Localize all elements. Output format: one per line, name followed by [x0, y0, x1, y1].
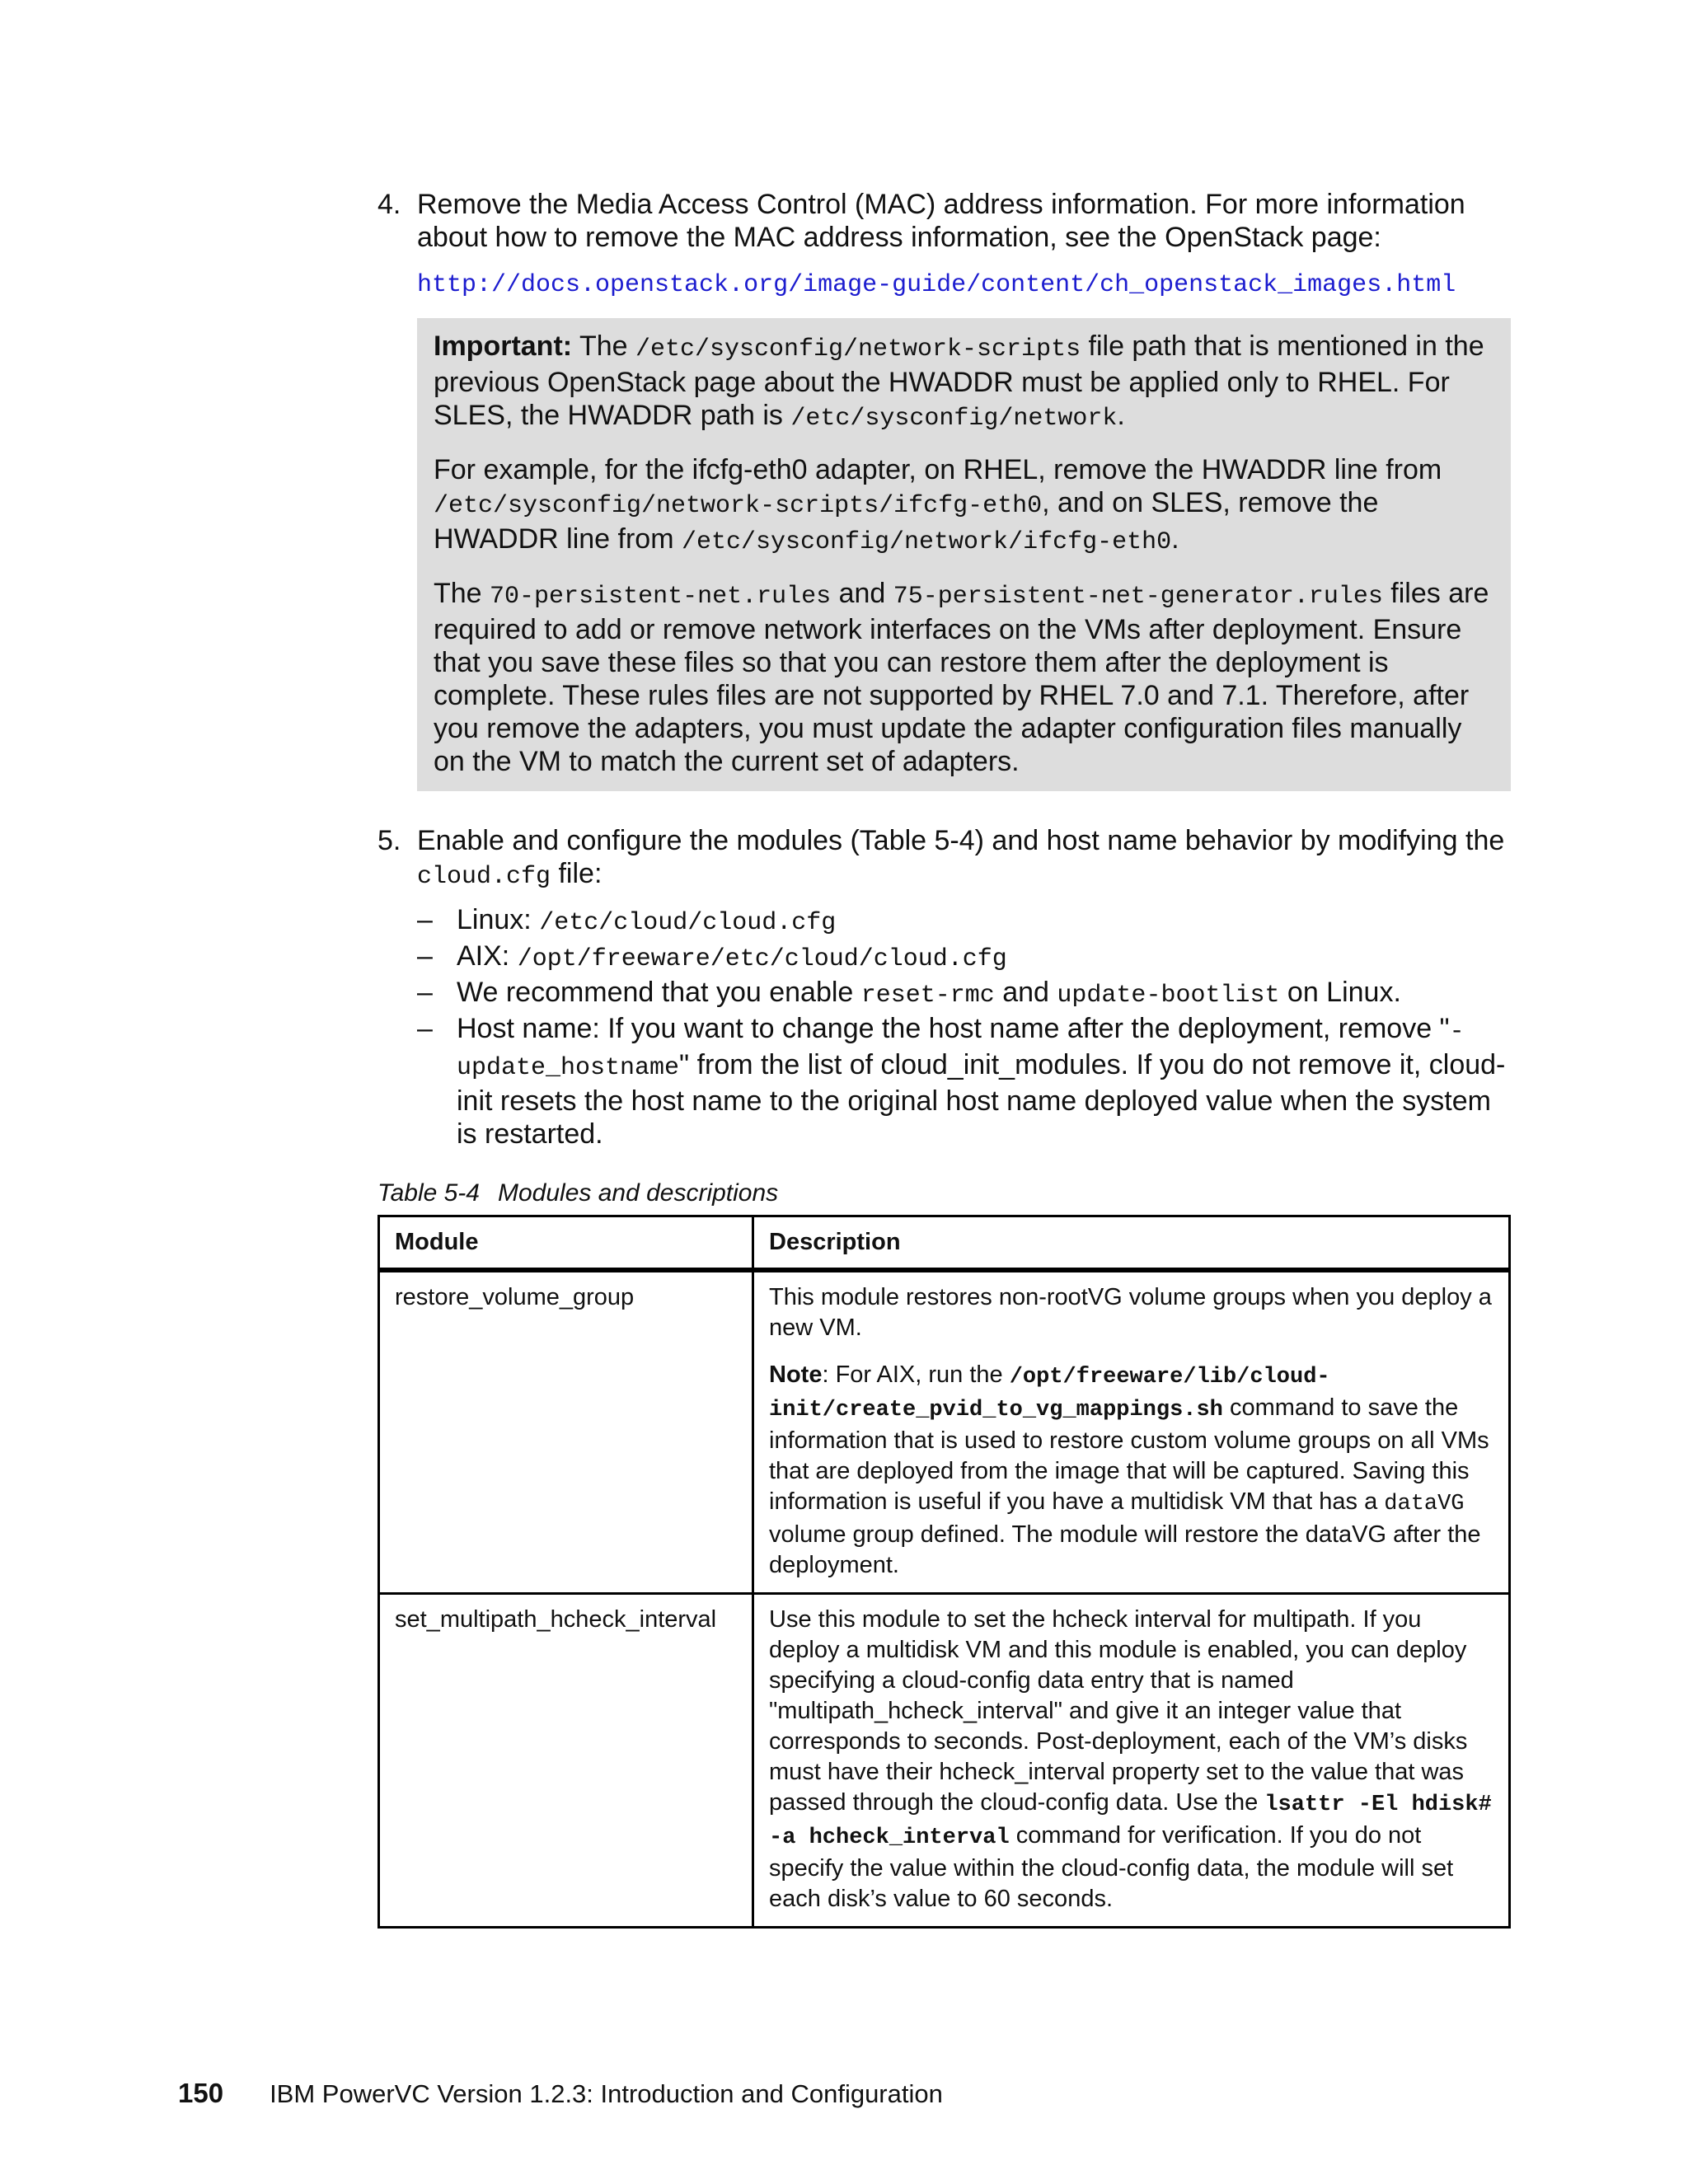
- header-description: Description: [753, 1216, 1510, 1271]
- header-module: Module: [379, 1216, 753, 1271]
- code-module: reset-rmc: [860, 982, 995, 1010]
- page-footer: [178, 2077, 943, 2111]
- code-module: -update_hostname: [457, 1018, 1465, 1082]
- module-name: restore_volume_group: [379, 1270, 753, 1594]
- dash-list: [417, 903, 1511, 1151]
- table-header-row: [379, 1216, 1510, 1271]
- code-filename: 70-persistent-net.rules: [490, 583, 832, 611]
- list-item-hostname: – Host name: If you want to change the host name after the deployment, remove "-update_hostname" from the list of cloud_init_modules. If you do not remove it, cloud-init resets the host name to the original host name deployed value when the system is restarted.: [417, 1013, 1506, 1150]
- step-5: 5. Enable and configure the modules (Table 5-4) and host name behavior by modifying the cloud.cfg file: – Linux: /etc/cloud/cloud.cfg – AIX: /opt/freeware/etc/cloud/cloud.cfg – We recommend that you enable reset-rmc and update-bootlist on Linux. – Host name: If you want to change the host name after the deployment, remove "-update_hostname" from the list of cloud_init_modules. If you do not remove it, cloud-init resets the host name to the original host name deployed value when the system is restarted.: [377, 824, 1511, 1151]
- code-module: update-bootlist: [1057, 982, 1280, 1010]
- code-command: /opt/freeware/lib/cloud-init/create_pvid_to_vg_mappings.sh: [769, 1365, 1330, 1422]
- table-title: Modules and descriptions: [497, 1179, 779, 1207]
- list-item-aix: – AIX: /opt/freeware/etc/cloud/cloud.cfg: [417, 940, 1007, 973]
- table-number: Table 5-4: [377, 1179, 480, 1207]
- list-item-recommend: – We recommend that you enable reset-rmc and update-bootlist on Linux.: [417, 977, 1401, 1010]
- list-item-linux: – Linux: /etc/cloud/cloud.cfg: [417, 904, 837, 937]
- modules-table: [377, 1215, 1511, 1929]
- code-path: /opt/freeware/etc/cloud/cloud.cfg: [517, 945, 1007, 973]
- important-paragraph-2: For example, for the ifcfg-eth0 adapter, on RHEL, remove the HWADDR line from /etc/sysconfig/network-scripts/ifcfg-eth0, and on SLES, remove the HWADDR line from /etc/sysconfig/network/ifcfg-eth0.: [434, 454, 1442, 556]
- table-caption: [377, 1179, 1511, 1208]
- step-text: Remove the Media Access Control (MAC) address information. For more information about how to remove the MAC address information, see the OpenStack page:: [417, 189, 1465, 253]
- module-description: This module restores non-rootVG volume groups when you deploy a new VM. Note: For AIX, run the /opt/freeware/lib/cloud-init/create_pvid_to_vg_mappings.sh command to save the information that is used to restore custom volume groups on all VMs that are deployed from the image that will be captured. Saving this information is useful if you have a multidisk VM that has a dataVG volume group defined. The module will restore the dataVG after the deployment.: [753, 1270, 1510, 1594]
- important-note: [417, 318, 1511, 791]
- code-command: lsattr -El hdisk# -a hcheck_interval: [769, 1793, 1492, 1850]
- code-path: /etc/sysconfig/network-scripts/ifcfg-eth0: [434, 492, 1043, 520]
- code-filename: cloud.cfg: [417, 863, 551, 891]
- table-row: [379, 1270, 1510, 1594]
- page-number: 150: [178, 2078, 224, 2108]
- openstack-link[interactable]: http://docs.openstack.org/image-guide/content/ch_openstack_images.html: [417, 271, 1456, 299]
- step-4: [377, 188, 1511, 791]
- page-content: [377, 188, 1511, 1929]
- important-paragraph-1: Important: The /etc/sysconfig/network-scripts file path that is mentioned in the previous OpenStack page about the HWADDR must be applied only to RHEL. For SLES, the HWADDR path is /etc/sysconfig/network.: [434, 330, 1484, 433]
- code-path: /etc/sysconfig/network/ifcfg-eth0: [682, 528, 1172, 556]
- note-label: Note: [769, 1361, 823, 1388]
- step-number: 5.: [377, 825, 401, 856]
- book-title: IBM PowerVC Version 1.2.3: Introduction and Configuration: [270, 2079, 943, 2108]
- code-path: /etc/sysconfig/network: [790, 405, 1118, 433]
- step-number: 4.: [377, 189, 401, 220]
- code-vg: dataVG: [1384, 1492, 1465, 1516]
- important-paragraph-3: The 70-persistent-net.rules and 75-persistent-net-generator.rules files are required to add or remove network interfaces on the VMs after deployment. Ensure that you save these files so that you can restore them after the deployment is complete. These rules files are not supported by RHEL 7.0 and 7.1. Therefore, after you remove the adapters, you must update the adapter configuration files manually on the VM to match the current set of adapters.: [434, 578, 1489, 777]
- table-row: [379, 1594, 1510, 1928]
- module-description: Use this module to set the hcheck interval for multipath. If you deploy a multidisk VM and this module is enabled, you can deploy specifying a cloud-config data entry that is named "multipath_hcheck_interval" and give it an integer value that corresponds to seconds. Post-deployment, each of the VM’s disks must have their hcheck_interval property set to the value that was passed through the cloud-config data. Use the lsattr -El hdisk# -a hcheck_interval command for verification. If you do not specify the value within the cloud-config data, the module will set each disk’s value to 60 seconds.: [753, 1594, 1510, 1928]
- code-path: /etc/cloud/cloud.cfg: [539, 909, 837, 937]
- module-name: set_multipath_hcheck_interval: [379, 1594, 753, 1928]
- important-label: Important:: [434, 330, 573, 362]
- code-filename: 75-persistent-net-generator.rules: [893, 583, 1383, 611]
- code-path: /etc/sysconfig/network-scripts: [635, 335, 1081, 363]
